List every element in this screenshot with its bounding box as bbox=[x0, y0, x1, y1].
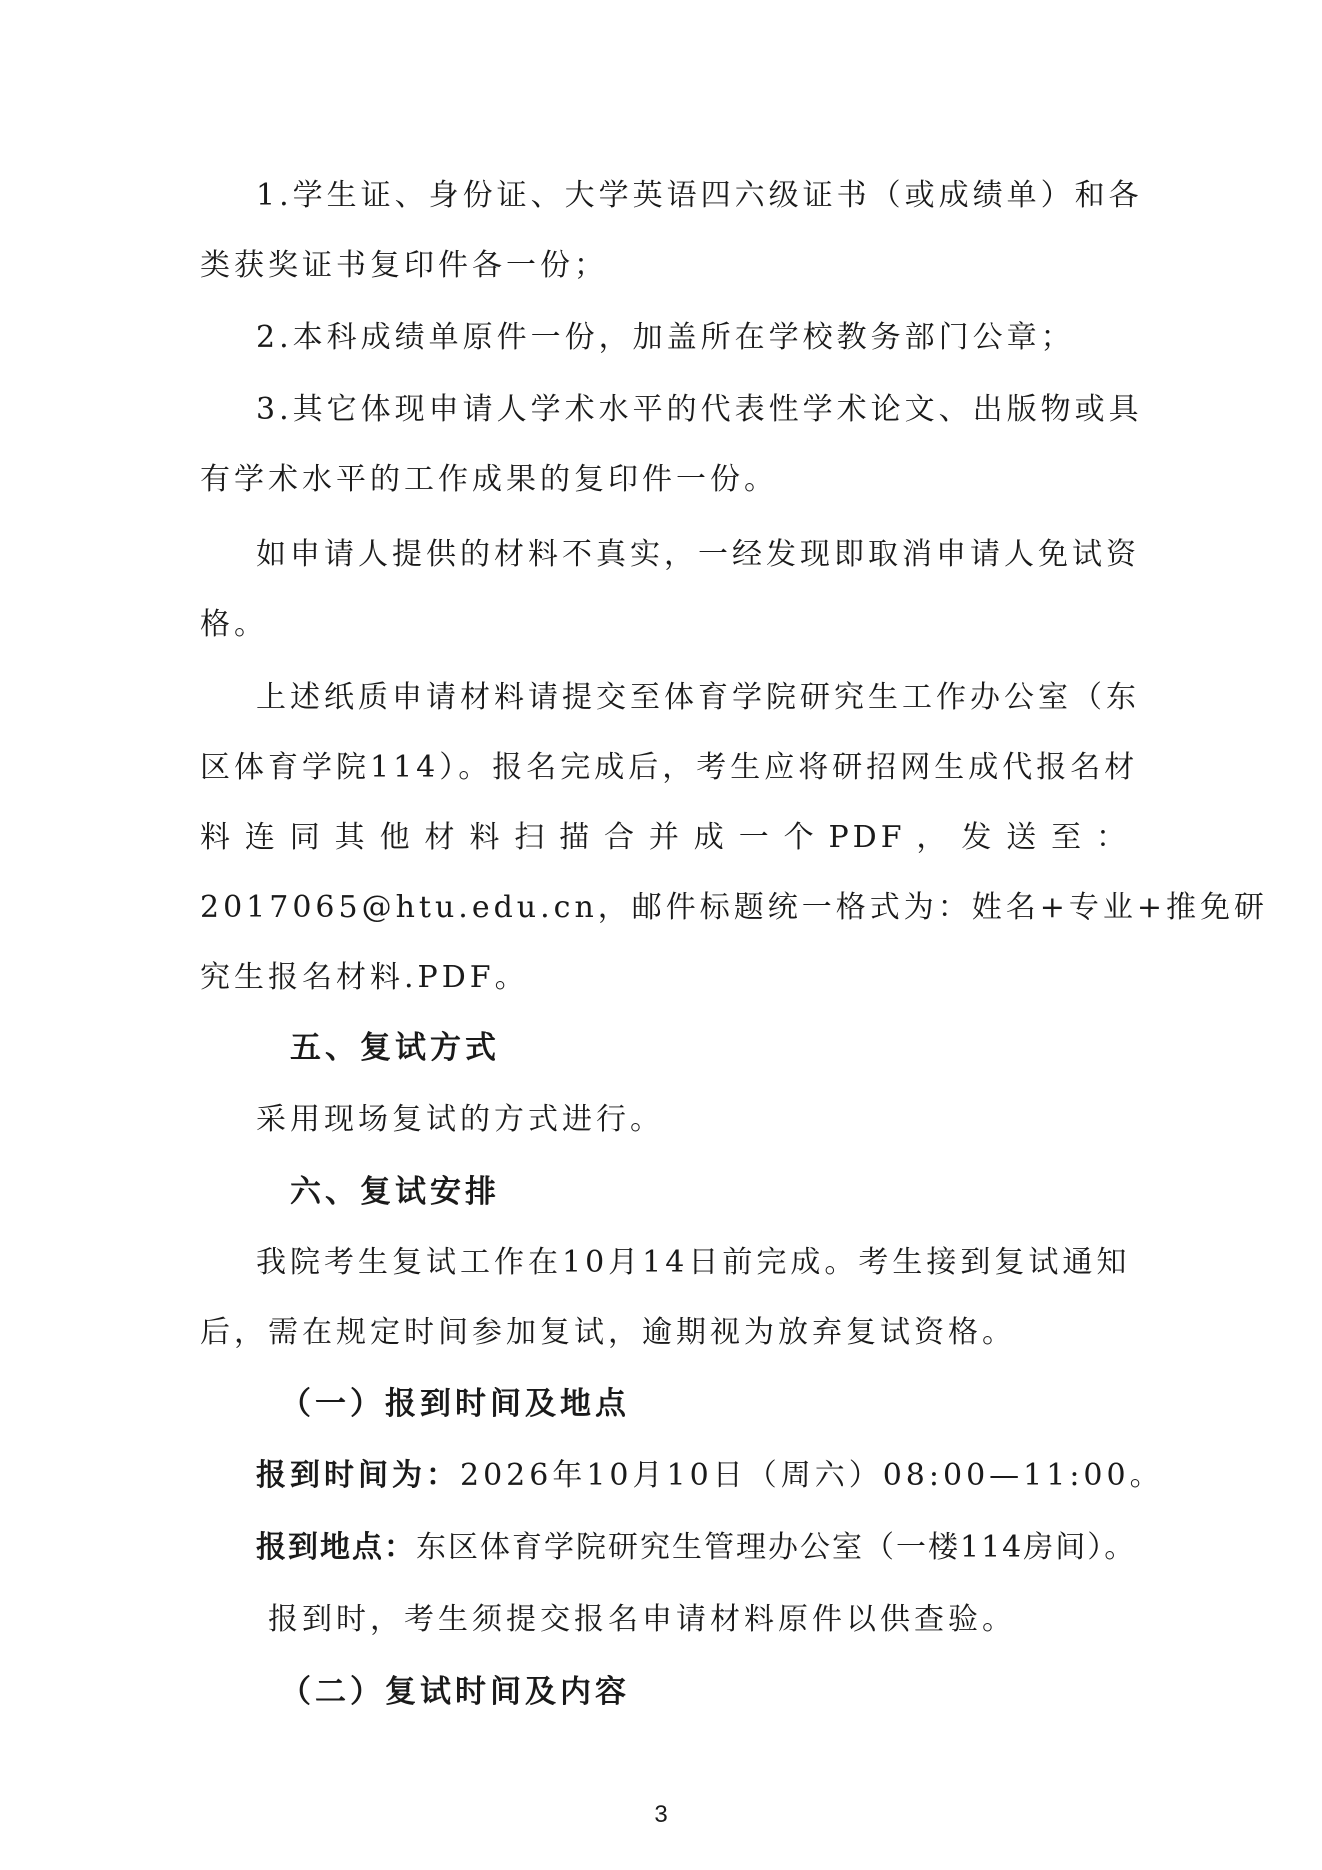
report-place-value: 东区体育学院研究生管理办公室（一楼114房间）。 bbox=[416, 1530, 1137, 1565]
report-time-line bbox=[256, 1456, 1164, 1496]
notice-line-2: 格。 bbox=[200, 607, 268, 642]
report-time-value: 2026年10月10日（周六）08:00—11:00。 bbox=[460, 1458, 1164, 1493]
section-6-heading: 六、复试安排 bbox=[290, 1174, 500, 1210]
subsection-1-heading: （一）报到时间及地点 bbox=[280, 1386, 630, 1422]
section-6-body-line-1: 我院考生复试工作在10月14日前完成。考生接到复试通知 bbox=[256, 1245, 1131, 1280]
item-2: 2.本科成绩单原件一份，加盖所在学校教务部门公章； bbox=[256, 320, 1075, 355]
item-3-line-1: 3.其它体现申请人学术水平的代表性学术论文、出版物或具 bbox=[256, 392, 1143, 427]
section-5-body: 采用现场复试的方式进行。 bbox=[256, 1102, 664, 1137]
submission-line-1: 上述纸质申请材料请提交至体育学院研究生工作办公室（东 bbox=[256, 680, 1140, 715]
subsection-2-heading: （二）复试时间及内容 bbox=[280, 1674, 630, 1710]
item-1-line-2: 类获奖证书复印件各一份； bbox=[200, 248, 608, 283]
report-place-line bbox=[256, 1528, 1137, 1568]
report-time-label: 报到时间为： bbox=[256, 1458, 460, 1493]
submission-line-5: 究生报名材料.PDF。 bbox=[200, 960, 529, 995]
item-3-line-2: 有学术水平的工作成果的复印件一份。 bbox=[200, 462, 778, 497]
item-1-line-1: 1.学生证、身份证、大学英语四六级证书（或成绩单）和各 bbox=[256, 178, 1143, 213]
submission-line-3: 料连同其他材料扫描合并成一个PDF，发送至： bbox=[200, 820, 1130, 855]
report-check-note: 报到时，考生须提交报名申请材料原件以供查验。 bbox=[268, 1602, 1016, 1637]
notice-line-1: 如申请人提供的材料不真实，一经发现即取消申请人免试资 bbox=[256, 537, 1140, 572]
submission-line-4: 2017065@htu.edu.cn，邮件标题统一格式为：姓名+专业+推免研 bbox=[200, 890, 1269, 925]
submission-line-2: 区体育学院114）。报名完成后，考生应将研招网生成代报名材 bbox=[200, 750, 1139, 785]
report-place-label: 报到地点： bbox=[256, 1530, 416, 1565]
section-6-body-line-2: 后，需在规定时间参加复试，逾期视为放弃复试资格。 bbox=[200, 1315, 1016, 1350]
section-5-heading: 五、复试方式 bbox=[290, 1030, 500, 1066]
page-number: 3 bbox=[654, 1801, 668, 1828]
